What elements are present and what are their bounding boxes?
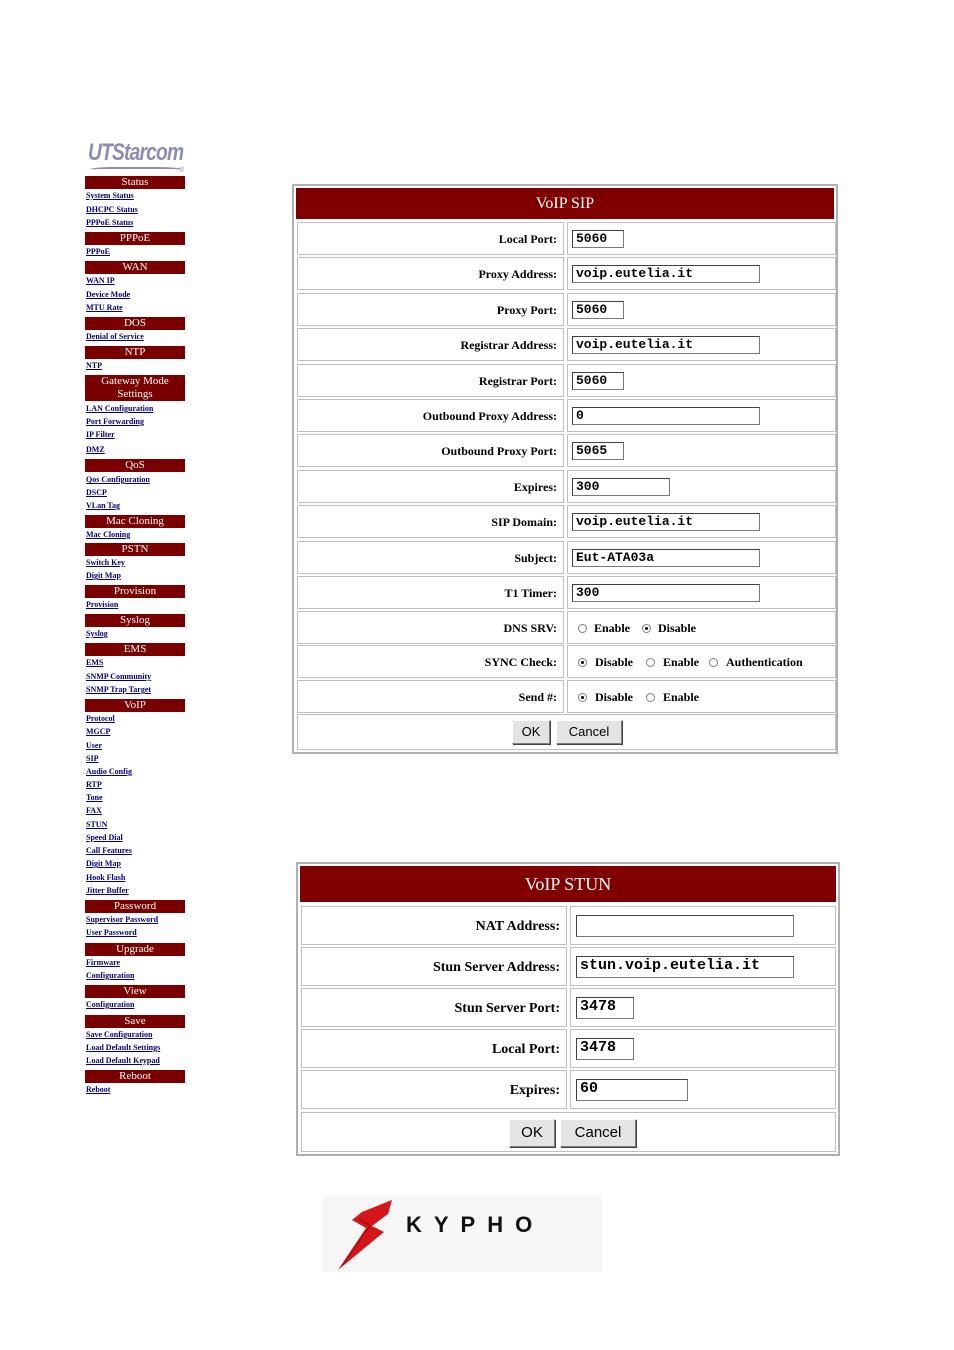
nav-link-dhcpc-status[interactable]: DHCPC Status: [86, 205, 138, 214]
nav-link-hook-flash[interactable]: Hook Flash: [86, 873, 126, 882]
stun-field-input[interactable]: 3478: [576, 1038, 634, 1060]
nav-link-ems[interactable]: EMS: [86, 658, 104, 667]
nav-link-digit-map[interactable]: Digit Map: [86, 571, 121, 580]
sip-field-cell: [567, 434, 836, 467]
nav-link-call-features[interactable]: Call Features: [86, 846, 132, 855]
sip-field-label: Registrar Port:: [297, 364, 564, 397]
nav-link-provision[interactable]: Provision: [86, 600, 119, 609]
nav-section-header-ems: EMS: [85, 643, 185, 656]
sip-field-cell: [567, 222, 836, 255]
nav-link-digit-map[interactable]: Digit Map: [86, 859, 121, 868]
sip-field-input[interactable]: 5060: [572, 301, 624, 319]
nav-link-mgcp[interactable]: MGCP: [86, 727, 111, 736]
dns-srv-label: DNS SRV:: [297, 611, 564, 644]
stun-button-row: [301, 1112, 836, 1152]
stun-field-cell: [570, 947, 836, 986]
sip-cancel-button[interactable]: Cancel: [556, 720, 622, 744]
nav-section-header-status: Status: [85, 176, 185, 189]
stun-field-label: Stun Server Port:: [301, 988, 567, 1027]
nav-link-tone[interactable]: Tone: [86, 793, 103, 802]
sync-check-disable-radio[interactable]: [578, 658, 587, 667]
nav-section-header-dos: DOS: [85, 317, 185, 330]
dns-srv-enable-label: Enable: [594, 621, 631, 635]
logo-swoosh: [90, 167, 185, 174]
nav-section-header-mac-cloning: Mac Cloning: [85, 515, 185, 528]
nav-link-wan-ip[interactable]: WAN IP: [86, 276, 115, 285]
nav-link-sip[interactable]: SIP: [86, 754, 99, 763]
nav-section-header-line: Settings: [117, 388, 153, 400]
skypho-logo: [322, 1196, 602, 1272]
sync-check-disable-label: Disable: [595, 655, 634, 669]
sync-check-enable-label: Enable: [663, 655, 700, 669]
skypho-logo-text: KYPHO: [406, 1212, 545, 1237]
sip-field-input[interactable]: 0: [572, 407, 760, 425]
sip-button-row: [297, 714, 836, 750]
sync-check-authentication-label: Authentication: [726, 655, 803, 669]
sip-field-input[interactable]: 300: [572, 584, 760, 602]
logo-registered-mark: ®: [179, 167, 185, 174]
nav-link-snmp-community[interactable]: SNMP Community: [86, 672, 152, 681]
stun-panel-title: VoIP STUN: [300, 866, 836, 902]
nav-link-dscp[interactable]: DSCP: [86, 488, 107, 497]
sip-field-label: Subject:: [297, 541, 564, 574]
stun-field-input[interactable]: stun.voip.eutelia.it: [576, 956, 794, 978]
send-hash-disable-label: Disable: [595, 690, 634, 704]
sip-field-label: Outbound Proxy Address:: [297, 399, 564, 432]
nav-link-syslog[interactable]: Syslog: [86, 629, 108, 638]
stun-field-input[interactable]: 60: [576, 1079, 688, 1101]
dns-srv-disable-label: Disable: [658, 621, 697, 635]
nav-link-mac-cloning[interactable]: Mac Cloning: [86, 530, 131, 539]
sip-field-input[interactable]: voip.eutelia.it: [572, 265, 760, 283]
nav-link-configuration[interactable]: Configuration: [86, 1000, 135, 1009]
nav-section-header-pppoe: PPPoE: [85, 232, 185, 245]
nav-link-pppoe[interactable]: PPPoE: [86, 247, 110, 256]
sip-field-input[interactable]: 5065: [572, 442, 624, 460]
sip-field-cell: [567, 505, 836, 538]
nav-section-header-password: Password: [85, 900, 185, 913]
stun-field-input[interactable]: 3478: [576, 997, 634, 1019]
stun-field-label: NAT Address:: [301, 906, 567, 945]
nav-link-dmz[interactable]: DMZ: [86, 445, 105, 454]
sip-field-input[interactable]: 300: [572, 478, 670, 496]
send-hash-enable-radio[interactable]: [646, 693, 655, 702]
nav-link-device-mode[interactable]: Device Mode: [86, 290, 131, 299]
utstarcom-logo: [88, 140, 188, 176]
utstarcom-logo-text: UTStarcom: [88, 139, 184, 166]
sip-field-label: Proxy Port:: [297, 293, 564, 326]
nav-section-header-view: View: [85, 985, 185, 998]
dns-srv-disable-radio[interactable]: [642, 624, 651, 633]
nav-link-firmware[interactable]: Firmware: [86, 958, 121, 967]
sip-field-input[interactable]: Eut-ATA03a: [572, 549, 760, 567]
voip-stun-panel: [296, 862, 840, 1156]
sip-field-label: Proxy Address:: [297, 257, 564, 290]
sip-field-label: Local Port:: [297, 222, 564, 255]
sip-field-cell: [567, 399, 836, 432]
nav-section-header-upgrade: Upgrade: [85, 943, 185, 956]
nav-link-pppoe-status[interactable]: PPPoE Status: [86, 218, 134, 227]
nav-section-header-voip: VoIP: [85, 699, 185, 712]
send-hash-enable-label: Enable: [663, 690, 700, 704]
dns-srv-options: [567, 611, 836, 644]
nav-link-system-status[interactable]: System Status: [86, 191, 134, 200]
nav-section-header-syslog: Syslog: [85, 614, 185, 627]
nav-link-reboot[interactable]: Reboot: [86, 1085, 111, 1094]
nav-link-load-default-keypad[interactable]: Load Default Keypad: [86, 1056, 160, 1065]
send-hash-disable-radio[interactable]: [578, 693, 587, 702]
dns-srv-enable-radio[interactable]: [578, 624, 587, 633]
sync-check-authentication-radio[interactable]: [709, 658, 718, 667]
voip-sip-panel: [292, 184, 838, 754]
stun-cancel-button[interactable]: Cancel: [560, 1119, 636, 1147]
sip-field-cell: [567, 328, 836, 361]
sip-field-cell: [567, 364, 836, 397]
nav-section-header-gateway-mode-settings: [85, 375, 185, 401]
nav-link-save-configuration[interactable]: Save Configuration: [86, 1030, 153, 1039]
stun-field-label: Expires:: [301, 1070, 567, 1109]
stun-ok-button[interactable]: OK: [509, 1119, 555, 1147]
nav-link-load-default-settings[interactable]: Load Default Settings: [86, 1043, 161, 1052]
sync-check-enable-radio[interactable]: [646, 658, 655, 667]
sip-field-input[interactable]: voip.eutelia.it: [572, 336, 760, 354]
send-hash-options: [567, 680, 836, 713]
sip-field-cell: [567, 541, 836, 574]
sip-field-input[interactable]: voip.eutelia.it: [572, 513, 760, 531]
nav-link-ntp[interactable]: NTP: [86, 361, 102, 370]
sip-ok-button[interactable]: OK: [512, 720, 550, 744]
nav-link-snmp-trap-target[interactable]: SNMP Trap Target: [86, 685, 152, 694]
nav-link-stun[interactable]: STUN: [86, 820, 108, 829]
stun-field-cell: [570, 906, 836, 945]
sip-field-input[interactable]: 5060: [572, 230, 624, 248]
sip-panel-title: VoIP SIP: [296, 188, 834, 219]
sip-field-cell: [567, 293, 836, 326]
sip-field-cell: [567, 470, 836, 503]
stun-field-cell: [570, 1029, 836, 1068]
sync-check-options: [567, 645, 836, 678]
stun-field-cell: [570, 1070, 836, 1109]
sip-field-label: Outbound Proxy Port:: [297, 434, 564, 467]
nav-link-user-password[interactable]: User Password: [86, 928, 137, 937]
stun-field-label: Stun Server Address:: [301, 947, 567, 986]
nav-section-header-pstn: PSTN: [85, 543, 185, 556]
nav-link-speed-dial[interactable]: Speed Dial: [86, 833, 123, 842]
nav-link-port-forwarding[interactable]: Port Forwarding: [86, 417, 144, 426]
nav-section-header-wan: WAN: [85, 261, 185, 274]
nav-link-user[interactable]: User: [86, 741, 102, 750]
stun-field-input[interactable]: [576, 915, 794, 937]
nav-section-header-provision: Provision: [85, 585, 185, 598]
nav-link-ip-filter[interactable]: IP Filter: [86, 430, 115, 439]
nav-link-configuration[interactable]: Configuration: [86, 971, 135, 980]
sip-field-cell: [567, 257, 836, 290]
sync-check-label: SYNC Check:: [297, 645, 564, 678]
stun-field-label: Local Port:: [301, 1029, 567, 1068]
nav-section-header-qos: QoS: [85, 459, 185, 472]
sip-field-label: Expires:: [297, 470, 564, 503]
sip-field-label: Registrar Address:: [297, 328, 564, 361]
sip-field-cell: [567, 576, 836, 609]
nav-section-header-ntp: NTP: [85, 346, 185, 359]
nav-section-header-line: Gateway Mode: [101, 375, 169, 387]
nav-link-supervisor-password[interactable]: Supervisor Password: [86, 915, 159, 924]
nav-link-denial-of-service[interactable]: Denial of Service: [86, 332, 144, 341]
nav-section-header-save: Save: [85, 1015, 185, 1028]
skypho-s-bolt-icon: [322, 1196, 406, 1272]
nav-link-lan-configuration[interactable]: LAN Configuration: [86, 404, 154, 413]
nav-link-fax[interactable]: FAX: [86, 806, 102, 815]
nav-link-protocol[interactable]: Protocol: [86, 714, 115, 723]
nav-link-mtu-rate[interactable]: MTU Rate: [86, 303, 123, 312]
sip-field-input[interactable]: 5060: [572, 372, 624, 390]
nav-link-jitter-buffer[interactable]: Jitter Buffer: [86, 886, 129, 895]
send-hash-label: Send #:: [297, 680, 564, 713]
nav-link-switch-key[interactable]: Switch Key: [86, 558, 125, 567]
nav-link-qos-configuration[interactable]: Qos Configuration: [86, 475, 150, 484]
nav-section-header-reboot: Reboot: [85, 1070, 185, 1083]
nav-link-audio-config[interactable]: Audio Config: [86, 767, 133, 776]
sip-field-label: SIP Domain:: [297, 505, 564, 538]
nav-link-vlan-tag[interactable]: VLan Tag: [86, 501, 121, 510]
stun-field-cell: [570, 988, 836, 1027]
nav-link-rtp[interactable]: RTP: [86, 780, 102, 789]
sip-field-label: T1 Timer:: [297, 576, 564, 609]
